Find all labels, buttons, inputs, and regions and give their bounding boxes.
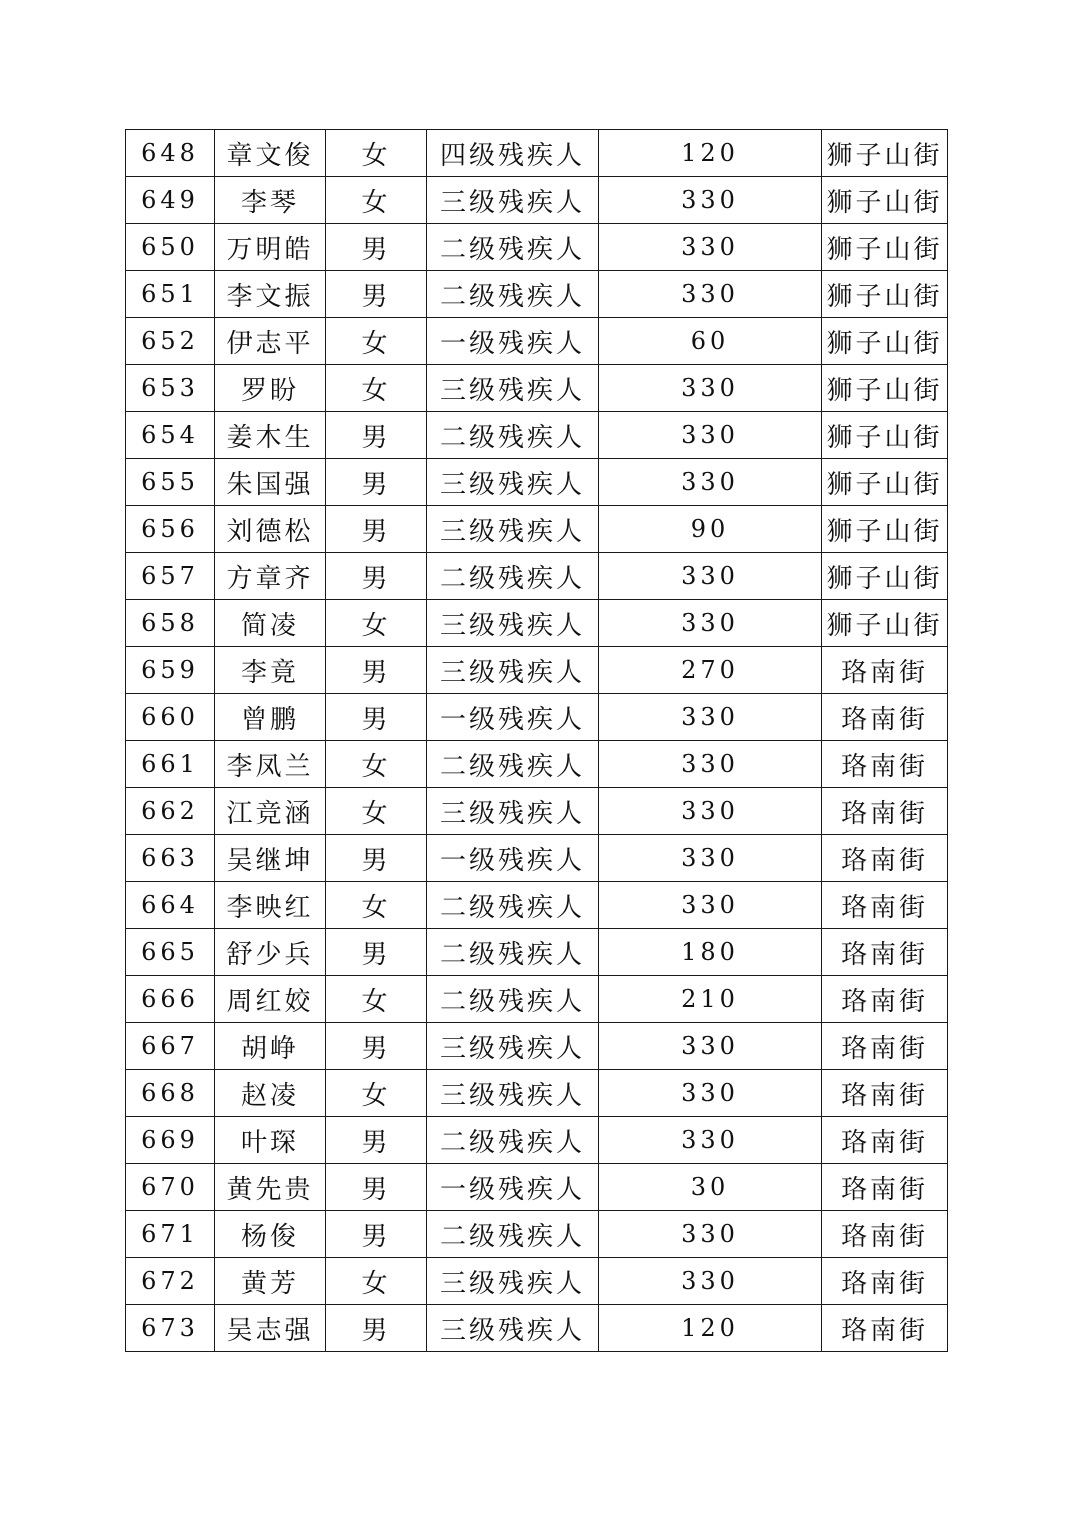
cell-serial-number: 648 [126,130,215,177]
cell-serial-number: 667 [126,1023,215,1070]
cell-street: 珞南街 [822,1023,948,1070]
cell-serial-number: 661 [126,741,215,788]
cell-disability-level: 四级残疾人 [427,130,599,177]
cell-disability-level: 一级残疾人 [427,835,599,882]
cell-name: 朱国强 [215,459,326,506]
cell-street: 狮子山街 [822,318,948,365]
cell-disability-level: 二级残疾人 [427,741,599,788]
cell-gender: 女 [326,365,427,412]
cell-name: 吴继坤 [215,835,326,882]
cell-gender: 女 [326,600,427,647]
cell-gender: 女 [326,318,427,365]
cell-name: 周红姣 [215,976,326,1023]
cell-gender: 男 [326,647,427,694]
cell-disability-level: 三级残疾人 [427,1023,599,1070]
cell-street: 珞南街 [822,929,948,976]
cell-serial-number: 653 [126,365,215,412]
cell-gender: 男 [326,271,427,318]
cell-street: 珞南街 [822,1070,948,1117]
cell-disability-level: 三级残疾人 [427,1070,599,1117]
cell-name: 黄先贵 [215,1164,326,1211]
cell-serial-number: 655 [126,459,215,506]
cell-disability-level: 二级残疾人 [427,224,599,271]
cell-serial-number: 671 [126,1211,215,1258]
cell-street: 狮子山街 [822,600,948,647]
cell-gender: 男 [326,1117,427,1164]
cell-serial-number: 657 [126,553,215,600]
cell-name: 刘德松 [215,506,326,553]
cell-street: 珞南街 [822,976,948,1023]
table-row [126,1258,948,1305]
cell-amount: 180 [599,929,822,976]
cell-disability-level: 三级残疾人 [427,365,599,412]
table-row [126,647,948,694]
cell-gender: 女 [326,1258,427,1305]
cell-gender: 男 [326,1164,427,1211]
cell-street: 珞南街 [822,1305,948,1352]
cell-amount: 330 [599,1258,822,1305]
cell-amount: 330 [599,788,822,835]
cell-disability-level: 二级残疾人 [427,1211,599,1258]
cell-amount: 330 [599,224,822,271]
cell-disability-level: 三级残疾人 [427,600,599,647]
table-row [126,318,948,365]
cell-serial-number: 659 [126,647,215,694]
cell-amount: 330 [599,882,822,929]
cell-serial-number: 665 [126,929,215,976]
cell-gender: 男 [326,412,427,459]
cell-disability-level: 三级残疾人 [427,177,599,224]
cell-serial-number: 666 [126,976,215,1023]
table-row [126,694,948,741]
cell-disability-level: 三级残疾人 [427,459,599,506]
cell-name: 万明皓 [215,224,326,271]
cell-disability-level: 二级残疾人 [427,412,599,459]
table-row [126,506,948,553]
cell-amount: 330 [599,412,822,459]
cell-street: 珞南街 [822,647,948,694]
table-row [126,929,948,976]
cell-disability-level: 二级残疾人 [427,882,599,929]
cell-amount: 330 [599,553,822,600]
table-row [126,130,948,177]
cell-street: 狮子山街 [822,177,948,224]
cell-disability-level: 三级残疾人 [427,506,599,553]
table-row [126,365,948,412]
cell-disability-level: 三级残疾人 [427,1305,599,1352]
table-row [126,741,948,788]
cell-disability-level: 一级残疾人 [427,694,599,741]
cell-street: 狮子山街 [822,412,948,459]
cell-amount: 60 [599,318,822,365]
cell-street: 狮子山街 [822,365,948,412]
cell-name: 杨俊 [215,1211,326,1258]
cell-name: 李文振 [215,271,326,318]
cell-disability-level: 三级残疾人 [427,647,599,694]
cell-street: 珞南街 [822,1117,948,1164]
cell-serial-number: 660 [126,694,215,741]
cell-street: 珞南街 [822,741,948,788]
cell-disability-level: 一级残疾人 [427,318,599,365]
cell-amount: 330 [599,835,822,882]
cell-name: 黄芳 [215,1258,326,1305]
cell-disability-level: 二级残疾人 [427,271,599,318]
table-row [126,1211,948,1258]
cell-amount: 330 [599,600,822,647]
cell-amount: 270 [599,647,822,694]
cell-gender: 男 [326,694,427,741]
cell-amount: 90 [599,506,822,553]
cell-name: 江竞涵 [215,788,326,835]
cell-serial-number: 670 [126,1164,215,1211]
table-row [126,459,948,506]
cell-name: 曾鹏 [215,694,326,741]
table-row [126,1305,948,1352]
cell-amount: 330 [599,177,822,224]
cell-gender: 女 [326,882,427,929]
table-row [126,224,948,271]
cell-name: 姜木生 [215,412,326,459]
cell-gender: 女 [326,788,427,835]
cell-street: 狮子山街 [822,130,948,177]
cell-name: 简凌 [215,600,326,647]
cell-serial-number: 650 [126,224,215,271]
cell-gender: 男 [326,1305,427,1352]
cell-name: 伊志平 [215,318,326,365]
cell-amount: 330 [599,1070,822,1117]
cell-disability-level: 二级残疾人 [427,1117,599,1164]
table-row [126,882,948,929]
cell-gender: 男 [326,1023,427,1070]
cell-gender: 男 [326,553,427,600]
table-row [126,553,948,600]
cell-amount: 330 [599,1211,822,1258]
cell-gender: 男 [326,835,427,882]
table-row [126,1070,948,1117]
cell-disability-level: 三级残疾人 [427,1258,599,1305]
disability-subsidy-table [125,129,948,1352]
cell-amount: 330 [599,459,822,506]
cell-street: 狮子山街 [822,224,948,271]
cell-street: 狮子山街 [822,506,948,553]
cell-name: 罗盼 [215,365,326,412]
cell-serial-number: 664 [126,882,215,929]
cell-gender: 女 [326,976,427,1023]
cell-serial-number: 672 [126,1258,215,1305]
cell-gender: 女 [326,741,427,788]
cell-gender: 男 [326,506,427,553]
cell-name: 吴志强 [215,1305,326,1352]
cell-street: 珞南街 [822,788,948,835]
cell-amount: 120 [599,130,822,177]
cell-name: 李凤兰 [215,741,326,788]
cell-gender: 男 [326,929,427,976]
cell-name: 舒少兵 [215,929,326,976]
cell-serial-number: 656 [126,506,215,553]
table-row [126,1023,948,1070]
cell-disability-level: 一级残疾人 [427,1164,599,1211]
cell-gender: 女 [326,130,427,177]
cell-disability-level: 二级残疾人 [427,929,599,976]
cell-amount: 330 [599,1023,822,1070]
cell-serial-number: 651 [126,271,215,318]
cell-name: 李映红 [215,882,326,929]
table-row [126,788,948,835]
cell-name: 章文俊 [215,130,326,177]
cell-serial-number: 669 [126,1117,215,1164]
cell-serial-number: 654 [126,412,215,459]
cell-serial-number: 663 [126,835,215,882]
cell-street: 狮子山街 [822,271,948,318]
cell-disability-level: 二级残疾人 [427,976,599,1023]
cell-amount: 30 [599,1164,822,1211]
table-row [126,412,948,459]
table-row [126,177,948,224]
table-row [126,600,948,647]
cell-serial-number: 658 [126,600,215,647]
cell-street: 狮子山街 [822,553,948,600]
cell-street: 珞南街 [822,1211,948,1258]
table-row [126,835,948,882]
cell-disability-level: 三级残疾人 [427,788,599,835]
cell-name: 赵凌 [215,1070,326,1117]
table-row [126,1164,948,1211]
cell-disability-level: 二级残疾人 [427,553,599,600]
cell-gender: 男 [326,1211,427,1258]
table-row [126,976,948,1023]
cell-name: 李琴 [215,177,326,224]
cell-serial-number: 652 [126,318,215,365]
cell-amount: 330 [599,1117,822,1164]
cell-gender: 男 [326,459,427,506]
cell-name: 方章齐 [215,553,326,600]
cell-amount: 330 [599,271,822,318]
cell-name: 胡峥 [215,1023,326,1070]
cell-name: 李竟 [215,647,326,694]
cell-serial-number: 673 [126,1305,215,1352]
cell-amount: 330 [599,694,822,741]
cell-serial-number: 668 [126,1070,215,1117]
table-row [126,1117,948,1164]
cell-street: 狮子山街 [822,459,948,506]
cell-amount: 120 [599,1305,822,1352]
table-row [126,271,948,318]
cell-street: 珞南街 [822,1258,948,1305]
cell-street: 珞南街 [822,694,948,741]
cell-serial-number: 649 [126,177,215,224]
cell-street: 珞南街 [822,835,948,882]
cell-gender: 女 [326,1070,427,1117]
cell-name: 叶琛 [215,1117,326,1164]
cell-amount: 330 [599,741,822,788]
cell-street: 珞南街 [822,882,948,929]
cell-gender: 女 [326,177,427,224]
cell-amount: 330 [599,365,822,412]
table-body [126,130,948,1352]
cell-amount: 210 [599,976,822,1023]
cell-street: 珞南街 [822,1164,948,1211]
cell-serial-number: 662 [126,788,215,835]
cell-gender: 男 [326,224,427,271]
